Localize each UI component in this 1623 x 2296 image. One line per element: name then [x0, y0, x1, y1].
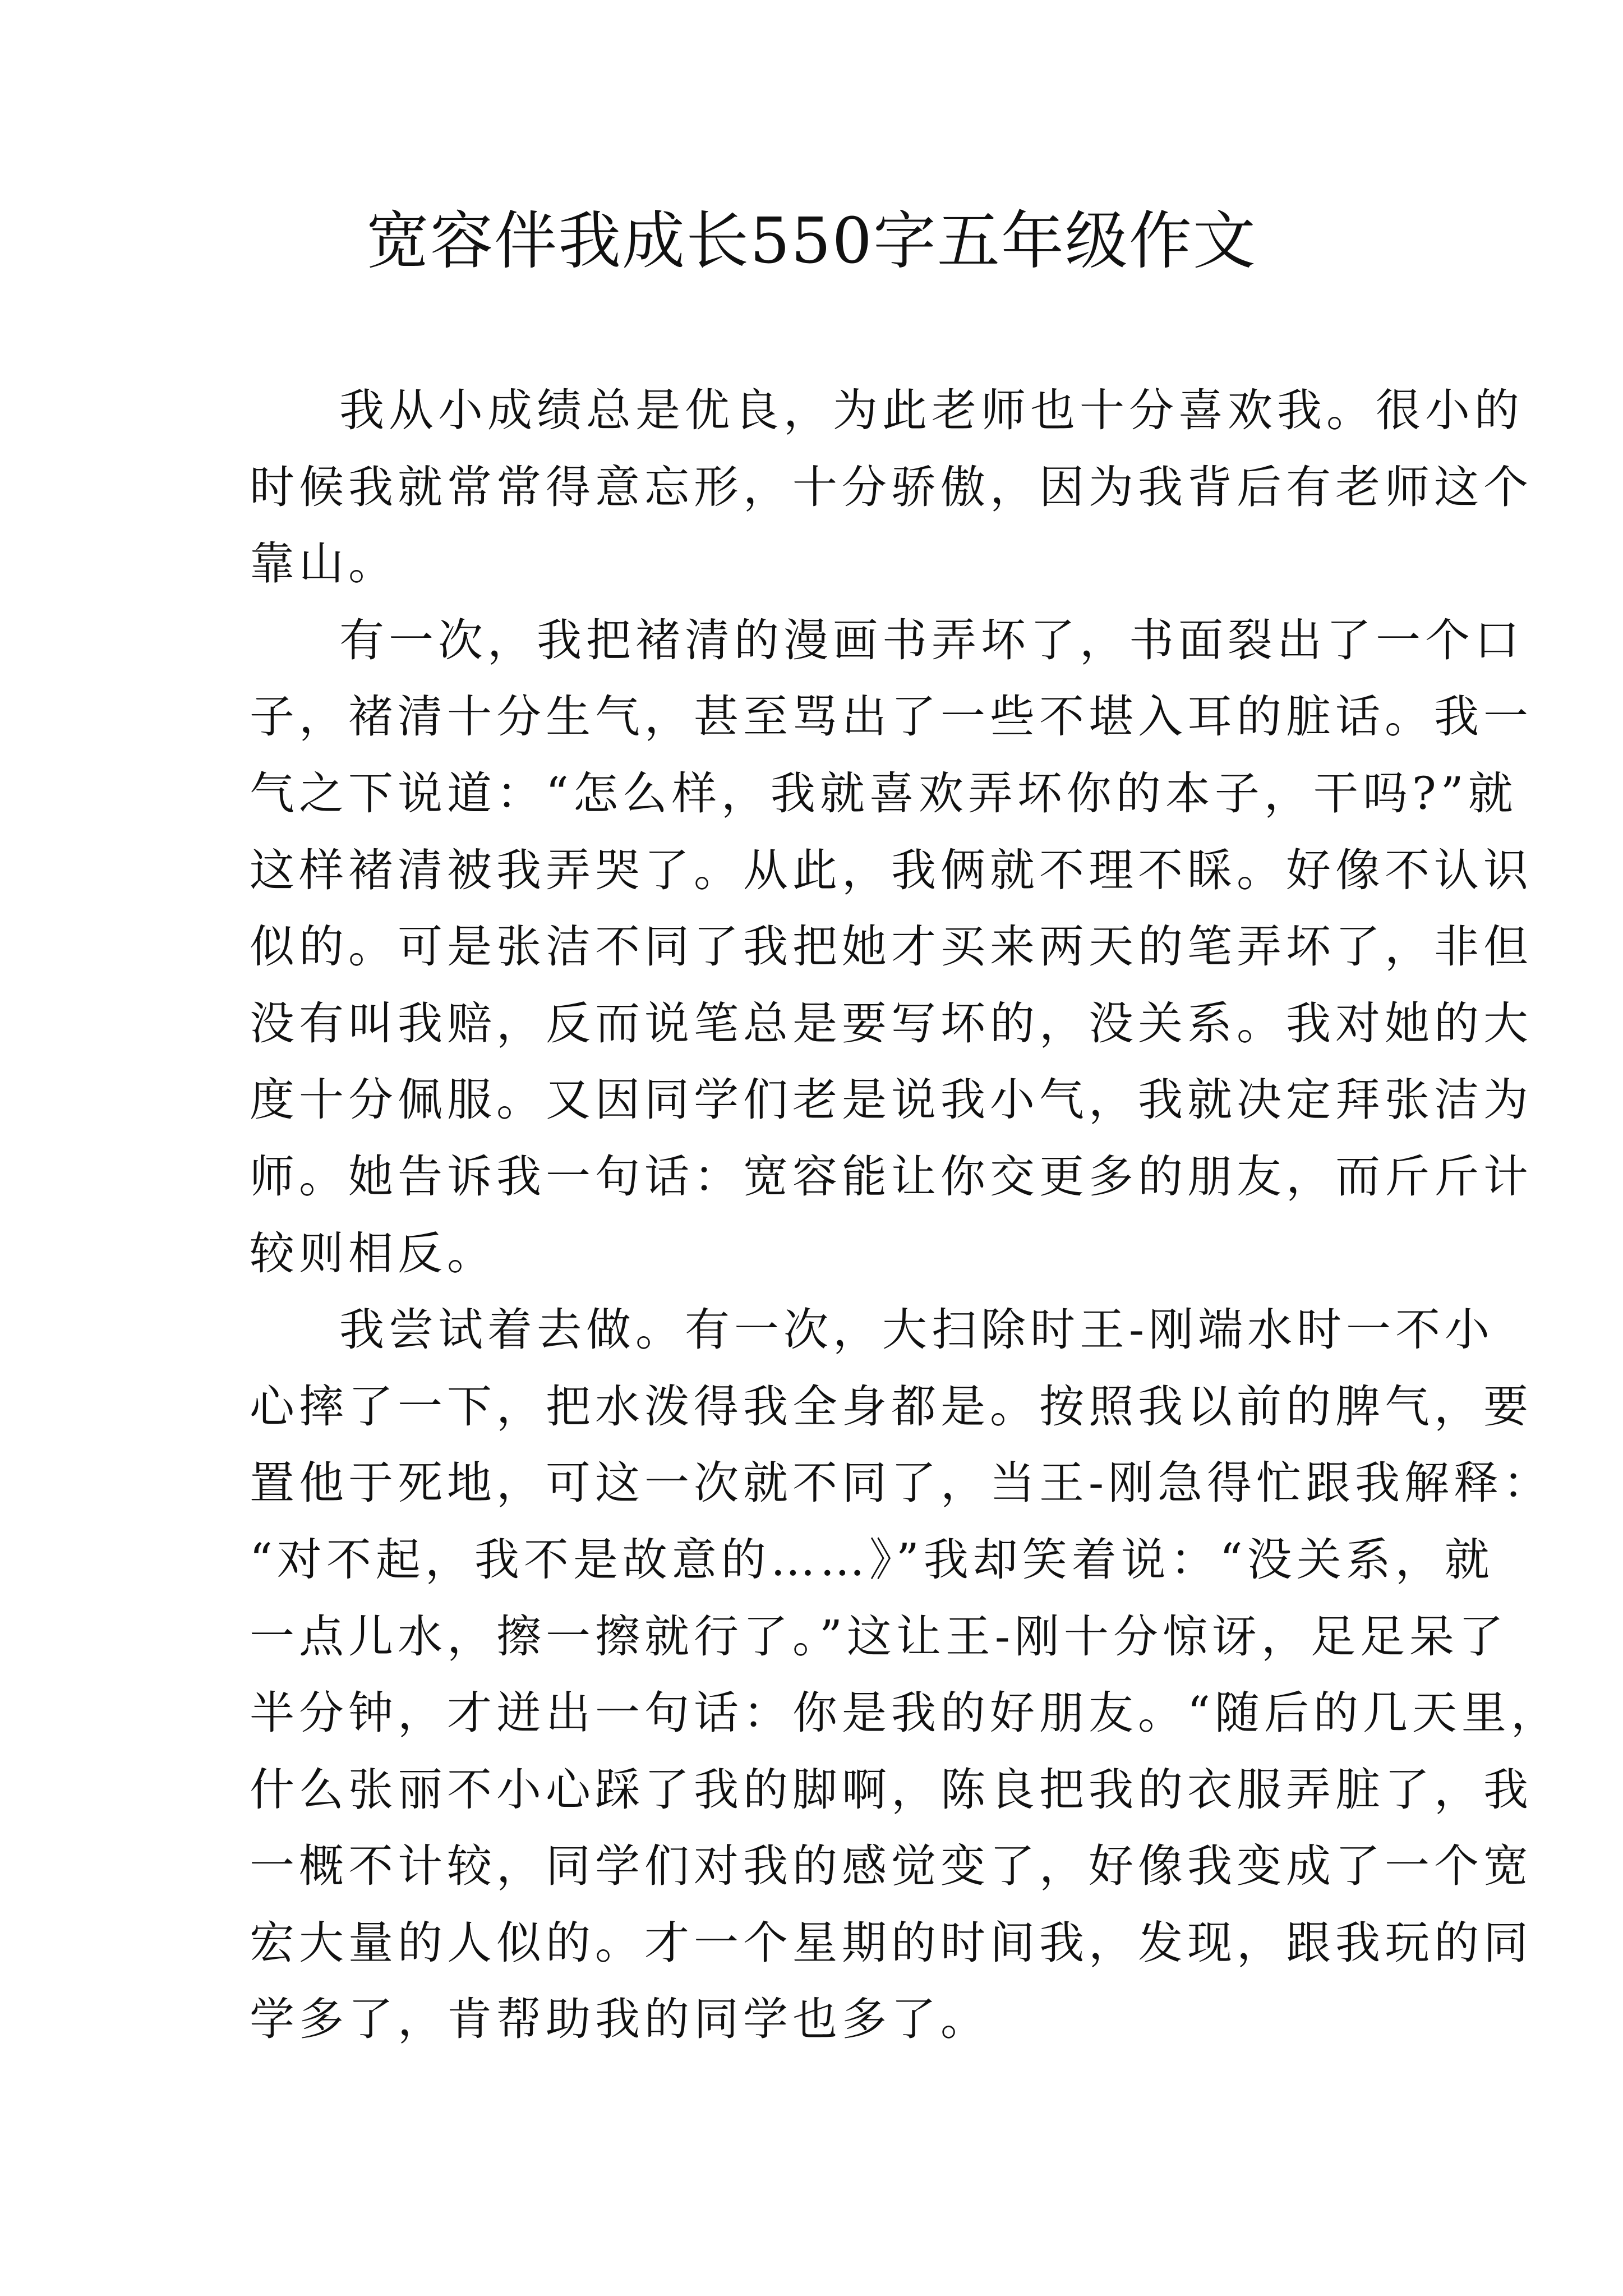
paragraph-2-line-3: 气之下说道：“怎么样，我就喜欢弄坏你的本子，干吗?”就 [250, 767, 1518, 820]
essay-body [250, 372, 1560, 2058]
paragraph-3-line-3: 置他于死地，可这一次就不同了，当王-刚急得忙跟我解释： [250, 1457, 1553, 1510]
paragraph-2-line-2: 子，褚清十分生气，甚至骂出了一些不堪入耳的脏话。我一 [250, 691, 1533, 743]
paragraph-1-line-2: 时候我就常常得意忘形，十分骄傲，因为我背后有老师这个 [250, 461, 1533, 513]
paragraph-1-line-3: 靠山。 [250, 537, 398, 590]
paragraph-3-line-7: 什么张丽不小心踩了我的脚啊，陈良把我的衣服弄脏了，我 [250, 1763, 1533, 1816]
paragraph-2-line-8: 师。她告诉我一句话：宽容能让你交更多的朋友，而斤斤计 [250, 1150, 1533, 1203]
paragraph-2-line-1: 有一次，我把褚清的漫画书弄坏了，书面裂出了一个口 [339, 614, 1524, 666]
paragraph-2-line-9: 较则相反。 [250, 1227, 496, 1280]
paragraph-2-line-6: 没有叫我赔，反而说笔总是要写坏的，没关系。我对她的大 [250, 997, 1533, 1050]
paragraph-2-line-7: 度十分佩服。又因同学们老是说我小气，我就决定拜张洁为 [250, 1074, 1533, 1126]
paragraph-1-line-1: 我从小成绩总是优良，为此老师也十分喜欢我。很小的 [339, 384, 1524, 436]
paragraph-3-line-8: 一概不计较，同学们对我的感觉变了，好像我变成了一个宽 [250, 1840, 1533, 1893]
paragraph-3-line-10: 学多了，肯帮助我的同学也多了。 [250, 1993, 990, 2046]
document-title: 宽容伴我成长550字五年级作文 [366, 205, 1257, 278]
paragraph-3-line-4: “对不起，我不是故意的……》”我却笑着说：“没关系，就 [250, 1533, 1494, 1586]
paragraph-3-line-6: 半分钟，才迸出一句话：你是我的好朋友。“随后的几天里， [250, 1687, 1560, 1740]
paragraph-3-line-2: 心摔了一下，把水泼得我全身都是。按照我以前的脾气，要 [250, 1380, 1533, 1433]
paragraph-3-line-1: 我尝试着去做。有一次，大扫除时王-刚端水时一不小 [339, 1304, 1495, 1356]
paragraph-3-line-9: 宏大量的人似的。才一个星期的时间我，发现，跟我玩的同 [250, 1916, 1533, 1969]
paragraph-2-line-4: 这样褚清被我弄哭了。从此，我俩就不理不睬。好像不认识 [250, 844, 1533, 896]
paragraph-3-line-5: 一点儿水，擦一擦就行了。”这让王-刚十分惊讶，足足呆了 [250, 1610, 1508, 1663]
paragraph-2-line-5: 似的。可是张洁不同了我把她才买来两天的笔弄坏了，非但 [250, 921, 1533, 973]
